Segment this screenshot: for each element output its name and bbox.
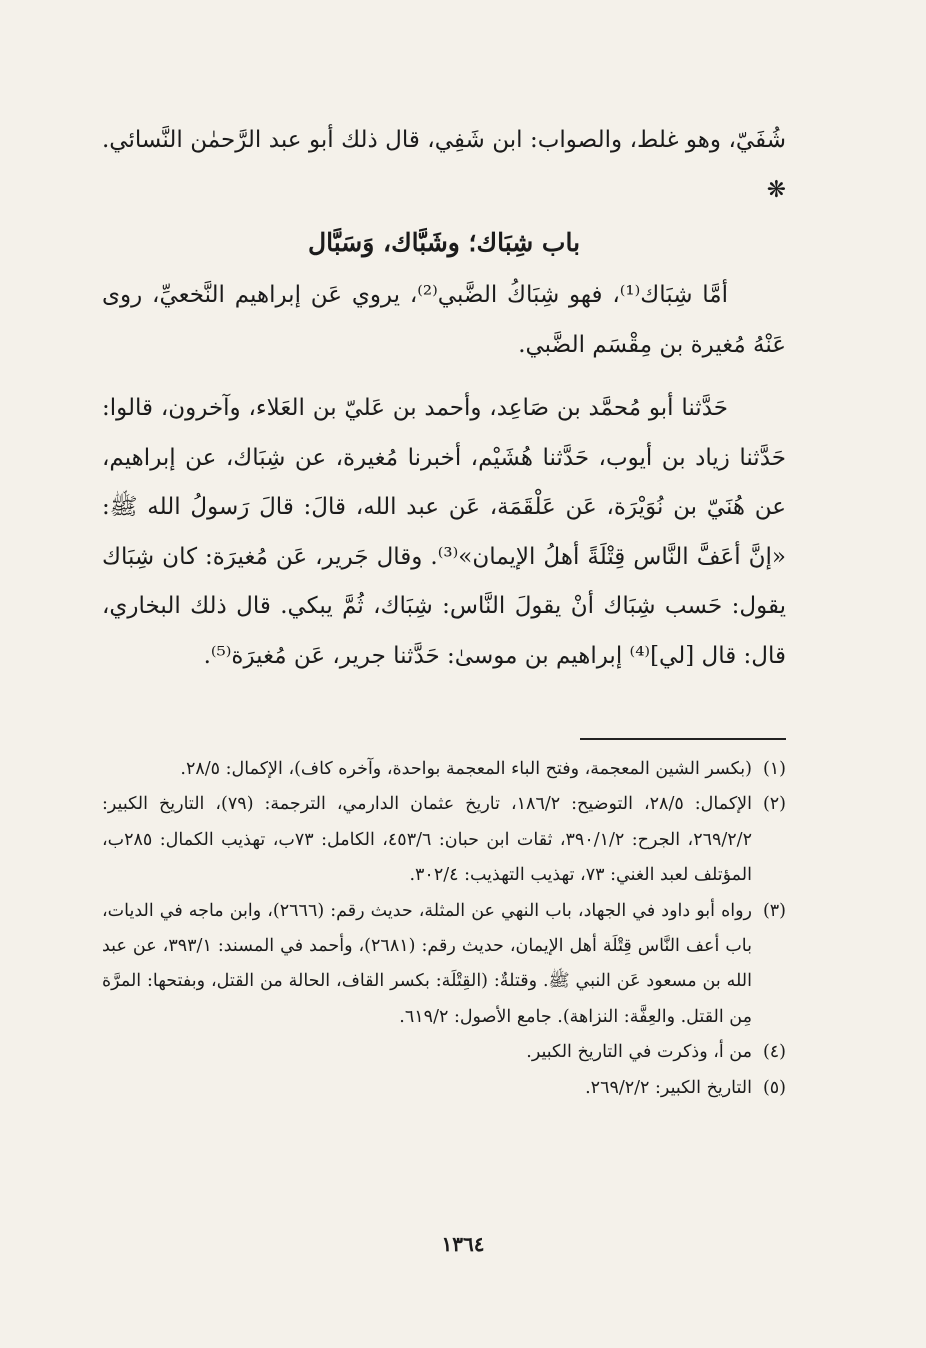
footnote [102,752,786,787]
paragraph-continuation: شُفَيّ، وهو غلط، والصواب: ابن شَفِي، قال ذلك أبو عبد الرَّحمٰن النَّسائي. ❋ [102,127,786,203]
footnote [102,787,786,893]
section-heading: باب شِبَاك؛ وشَبَّاك، وَسَبَّال [307,228,581,257]
footnote-number: (٢) [762,794,786,815]
footnote-separator [580,738,786,740]
main-text [102,116,786,681]
footnote-text: التاريخ الكبير: ٢٦٩/٢/٢. [585,1077,752,1098]
paragraph-hadith: حَدَّثنا أبو مُحمَّد بن صَاعِد، وأحمد بن عَليّ بن العَلاء، وآخرون، قالوا: حَدَّثنا زياد بن أيوب، حَدَّثنا هُشَيْم، أخبرنا مُغيرة، عن شِبَاك، عن إبراهيم، عن هُنَيّ بن نُوَيْرَة، عَن عَلْقَمَة، عَن عبد الله، قالَ: قالَ رَسولُ الله ﷺ: «إنَّ أعَفَّ النَّاس قِتْلَةً أهلُ الإيمان»⁽³⁾. وقال جَرير، عَن مُغيرَة: كان شِبَاك يقول: حَسب شِبَاك أنْ يقولَ النَّاس: شِبَاك، ثُمَّ يبكي. قال ذلك البخاري، قال: قال [لي]⁽⁴⁾ إبراهيم بن موسىٰ: حَدَّثنا جرير، عَن مُغيرَة⁽⁵⁾. [102,395,786,669]
footnote [102,1071,786,1106]
footnote-text: رواه أبو داود في الجهاد، باب النهي عن المثلة، حديث رقم: (٢٦٦٦)، وابن ماجه في الديات، باب أعف النَّاس قِتْلَة أهل الإيمان، حديث رقم: (٢٦٨١)، وأحمد في المسند: ٣٩٣/١، عن عبد الله بن مسعود عَن النبي ﷺ. وقتلةٌ: (القِتْلَة: بكسر القاف، الحالة من القتل، وبفتحها: المرَّة مِن القتل. والعِفَّة: النزاهة). جامع الأصول: ٦١٩/٢. [102,900,753,1027]
footnotes [102,752,786,1106]
paragraph-shibak-intro: أمَّا شِبَاك⁽¹⁾، فهو شِبَاكُ الضَّبي⁽²⁾، يروي عَن إبراهيم النَّخعيِّ، روى عَنْهُ مُغيرة بن مِقْسَم الضَّبي. [102,282,786,358]
footnote-number: (٣) [762,900,786,921]
footnote-number: (٤) [762,1042,786,1063]
footnote [102,1035,786,1070]
footnote-number: (١) [762,759,786,779]
footnote-text: (بكسر الشين المعجمة، وفتح الباء المعجمة بواحدة، وآخره كاف)، الإكمال: ٢٨/٥. [180,759,752,779]
footnote-text: من أ، وذكرت في التاريخ الكبير. [526,1042,752,1063]
footnote-number: (٥) [762,1077,786,1098]
footnote [102,894,786,1036]
footnote-text: الإكمال: ٢٨/٥، التوضيح: ١٨٦/٢، تاريخ عثمان الدارمي، الترجمة: (٧٩)، التاريخ الكبير: ٢٦٩/٢/٢، الجرح: ٣٩٠/١/٢، ثقات ابن حبان: ٤٥٣/٦، الكامل: ٧٣ب، تهذيب الكمال: ٢٨٥ب، المؤتلف لعبد الغني: ٧٣، تهذيب التهذيب: ٣٠٢/٤. [102,794,752,886]
page-number: ١٣٦٤ [441,1232,485,1256]
